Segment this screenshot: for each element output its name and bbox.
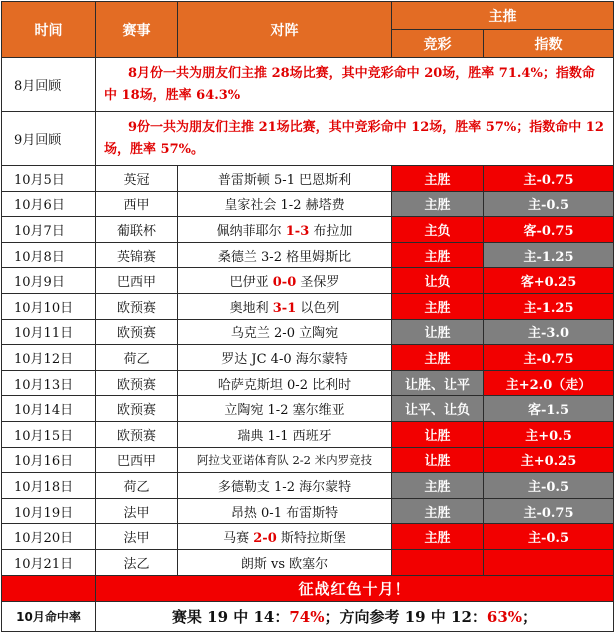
- match-fixture: [178, 370, 392, 396]
- match-fixture: [178, 421, 392, 447]
- match-date: 10月20日: [2, 524, 96, 550]
- match-score: 3-2: [261, 249, 282, 265]
- header-time: 时间: [2, 2, 96, 58]
- match-score: 0-1: [261, 505, 282, 521]
- table-row: [2, 498, 614, 524]
- table-row: [2, 191, 614, 217]
- home-team: 昂热: [230, 505, 257, 521]
- match-score: 1-3: [285, 223, 310, 239]
- slogan-spacer: [2, 575, 96, 601]
- table-row: [2, 345, 614, 371]
- match-score: 0-2: [287, 377, 308, 393]
- home-team: 瑞典: [237, 428, 264, 444]
- league-name: 巴西甲: [96, 447, 178, 473]
- handicap-pick: 主-1.25: [484, 242, 614, 268]
- league-name: 葡联杯: [96, 217, 178, 243]
- review-label: 8月回顾: [2, 58, 96, 112]
- match-score: 5-1: [274, 172, 295, 188]
- jingcai-pick: 主胜: [392, 524, 484, 550]
- match-score: 1-2: [267, 403, 289, 419]
- jingcai-pick: 主胜: [392, 242, 484, 268]
- jingcai-pick: 主胜: [392, 473, 484, 499]
- handicap-pick: 客-0.75: [484, 217, 614, 243]
- match-fixture: [178, 524, 392, 550]
- match-date: 10月15日: [2, 421, 96, 447]
- away-team: 欧塞尔: [289, 556, 329, 572]
- match-score: 1-2: [274, 479, 295, 495]
- away-team: 海尔蒙特: [299, 479, 352, 495]
- home-team: 桑德兰: [217, 249, 257, 265]
- handicap-pick: 主-0.75: [484, 498, 614, 524]
- jingcai-pick: 让胜: [392, 447, 484, 473]
- match-score: 1-1: [267, 428, 289, 444]
- match-date: 10月14日: [2, 396, 96, 422]
- table-row: [2, 242, 614, 268]
- match-date: 10月7日: [2, 217, 96, 243]
- away-team: 斯特拉斯堡: [280, 531, 346, 547]
- table-row: [2, 396, 614, 422]
- away-team: 比利时: [312, 377, 352, 393]
- match-score: 1-2: [280, 198, 302, 214]
- direction-hit-rate: 63%: [486, 607, 523, 626]
- match-score: 2-2: [292, 452, 312, 467]
- match-date: 10月9日: [2, 268, 96, 294]
- home-team: 乌克兰: [230, 326, 270, 342]
- away-team: 巴恩斯利: [299, 172, 352, 188]
- home-team: 哈萨克斯坦: [217, 377, 283, 393]
- table-row: [2, 447, 614, 473]
- match-fixture: [178, 473, 392, 499]
- jingcai-pick: 让胜: [392, 421, 484, 447]
- league-name: 法乙: [96, 549, 178, 575]
- home-team: 皇家社会: [224, 198, 277, 214]
- away-team: 布雷斯特: [286, 505, 339, 521]
- review-text: 9份一共为朋友们主推 21场比赛，其中竞彩命中 12场，胜率 57%；指数命中 12场，胜率 57%。: [96, 112, 614, 166]
- table-row: [2, 370, 614, 396]
- match-fixture: [178, 549, 392, 575]
- away-team: 海尔蒙特: [295, 351, 348, 367]
- away-team: 西班牙: [292, 428, 332, 444]
- table-row: [2, 549, 614, 575]
- away-team: 布拉加: [313, 223, 353, 239]
- league-name: 英冠: [96, 166, 178, 192]
- match-fixture: [178, 447, 392, 473]
- match-score: 2-0: [274, 326, 295, 342]
- jingcai-pick: 让胜: [392, 319, 484, 345]
- jingcai-pick: [392, 549, 484, 575]
- league-name: 英锦赛: [96, 242, 178, 268]
- home-team: 朗斯: [240, 556, 267, 572]
- slogan-text: 征战红色十月！: [96, 575, 614, 601]
- home-team: 立陶宛: [224, 403, 264, 419]
- match-score: vs: [270, 556, 285, 572]
- match-fixture: [178, 396, 392, 422]
- league-name: 欧预赛: [96, 421, 178, 447]
- handicap-pick: 主-0.75: [484, 345, 614, 371]
- away-team: 塞尔维亚: [292, 403, 345, 419]
- home-team: 佩纳菲耶尔: [216, 223, 282, 239]
- table-row: [2, 166, 614, 192]
- league-name: 欧预赛: [96, 319, 178, 345]
- match-score: 4-0: [270, 351, 292, 367]
- handicap-pick: 主+0.25: [484, 447, 614, 473]
- match-fixture: [178, 345, 392, 371]
- match-date: 10月16日: [2, 447, 96, 473]
- home-team: 马赛: [223, 531, 250, 547]
- jingcai-pick: 主胜: [392, 166, 484, 192]
- hit-rate-label: 10月命中率: [2, 601, 96, 631]
- handicap-pick: 主-0.75: [484, 166, 614, 192]
- header-event: 赛事: [96, 2, 178, 58]
- handicap-pick: 主-1.25: [484, 293, 614, 319]
- jingcai-pick: 让平、让负: [392, 396, 484, 422]
- handicap-pick: 客+0.25: [484, 268, 614, 294]
- match-fixture: [178, 242, 392, 268]
- table-row: [2, 421, 614, 447]
- slogan-row: [2, 575, 614, 601]
- match-date: 10月6日: [2, 191, 96, 217]
- jingcai-pick: 主胜: [392, 191, 484, 217]
- review-row-september: [2, 112, 614, 166]
- header-match: 对阵: [178, 2, 392, 58]
- home-team: 阿拉戈亚诺体育队: [196, 452, 289, 467]
- away-team: 圣保罗: [300, 275, 340, 291]
- jingcai-pick: 让负: [392, 268, 484, 294]
- handicap-pick: 客-1.5: [484, 396, 614, 422]
- handicap-pick: 主+0.5: [484, 421, 614, 447]
- handicap-pick: [484, 549, 614, 575]
- home-team: 罗达 JC: [221, 351, 267, 367]
- league-name: 欧预赛: [96, 370, 178, 396]
- match-score: 3-1: [272, 300, 297, 316]
- match-fixture: [178, 293, 392, 319]
- home-team: 奥地利: [229, 300, 269, 316]
- league-name: 西甲: [96, 191, 178, 217]
- match-date: 10月11日: [2, 319, 96, 345]
- match-fixture: [178, 191, 392, 217]
- home-team: 巴伊亚: [229, 275, 269, 291]
- match-score: 2-0: [253, 531, 277, 547]
- header-main-pick: 主推: [392, 2, 614, 30]
- league-name: 荷乙: [96, 345, 178, 371]
- handicap-pick: 主-3.0: [484, 319, 614, 345]
- away-team: 以色列: [300, 300, 340, 316]
- league-name: 法甲: [96, 524, 178, 550]
- away-team: 格里姆斯比: [286, 249, 352, 265]
- match-fixture: [178, 217, 392, 243]
- header-jingcai: 竞彩: [392, 30, 484, 58]
- match-fixture: [178, 319, 392, 345]
- league-name: 巴西甲: [96, 268, 178, 294]
- header-row: [2, 2, 614, 30]
- handicap-pick: 主+2.0（走）: [484, 370, 614, 396]
- table-row: [2, 293, 614, 319]
- match-date: 10月12日: [2, 345, 96, 371]
- jingcai-pick: 让胜、让平: [392, 370, 484, 396]
- review-text: 8月份一共为朋友们主推 28场比赛，其中竞彩命中 20场，胜率 71.4%；指数命中 18场，胜率 64.3%: [96, 58, 614, 112]
- away-team: 米内罗竞技: [314, 452, 373, 467]
- table-row: [2, 473, 614, 499]
- header-handicap: 指数: [484, 30, 614, 58]
- match-date: 10月18日: [2, 473, 96, 499]
- match-date: 10月5日: [2, 166, 96, 192]
- handicap-pick: 主-0.5: [484, 473, 614, 499]
- match-date: 10月19日: [2, 498, 96, 524]
- table-row: [2, 319, 614, 345]
- league-name: 荷乙: [96, 473, 178, 499]
- match-date: 10月8日: [2, 242, 96, 268]
- league-name: 法甲: [96, 498, 178, 524]
- table-row: [2, 217, 614, 243]
- review-label: 9月回顾: [2, 112, 96, 166]
- review-row-august: [2, 58, 614, 112]
- jingcai-pick: 主胜: [392, 498, 484, 524]
- jingcai-pick: 主胜: [392, 345, 484, 371]
- jingcai-pick: 主负: [392, 217, 484, 243]
- league-name: 欧预赛: [96, 396, 178, 422]
- match-fixture: [178, 166, 392, 192]
- handicap-pick: 主-0.5: [484, 524, 614, 550]
- match-fixture: [178, 268, 392, 294]
- table-row: [2, 268, 614, 294]
- home-team: 多德勒支: [217, 479, 270, 495]
- match-score: 0-0: [272, 275, 297, 291]
- hit-rate-summary: 赛果 19 中 14：74%；方向参考 19 中 12：63%；: [96, 601, 614, 631]
- home-team: 普雷斯顿: [217, 172, 270, 188]
- footer-row: [2, 601, 614, 631]
- match-date: 10月21日: [2, 549, 96, 575]
- table-row: [2, 524, 614, 550]
- away-team: 立陶宛: [299, 326, 339, 342]
- match-date: 10月10日: [2, 293, 96, 319]
- result-hit-rate: 74%: [289, 607, 325, 626]
- match-table: [1, 1, 614, 632]
- away-team: 赫塔费: [305, 198, 345, 214]
- match-fixture: [178, 498, 392, 524]
- league-name: 欧预赛: [96, 293, 178, 319]
- handicap-pick: 主-0.5: [484, 191, 614, 217]
- match-date: 10月13日: [2, 370, 96, 396]
- jingcai-pick: 主胜: [392, 293, 484, 319]
